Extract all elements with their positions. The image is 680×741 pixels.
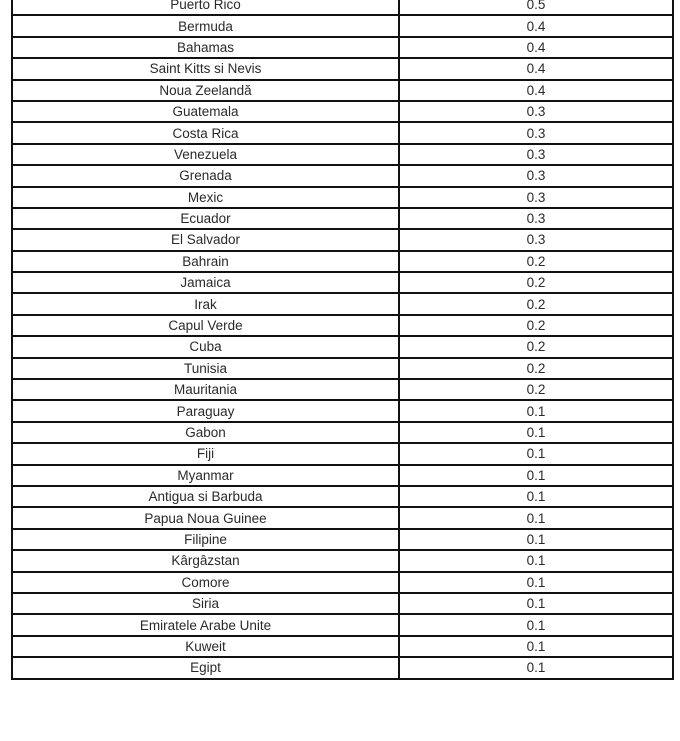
country-value-table [11,0,674,680]
value-cell: 0.3 [399,101,673,122]
table-row [12,443,673,464]
value-cell: 0.3 [399,165,673,186]
country-cell: Tunisia [12,358,399,379]
country-cell: Guatemala [12,101,399,122]
table-row [12,358,673,379]
table-row [12,187,673,208]
table-row [12,550,673,571]
table-row [12,379,673,400]
table-row [12,58,673,79]
table-row [12,251,673,272]
value-cell: 0.1 [399,443,673,464]
table-row [12,80,673,101]
table-row [12,636,673,657]
value-cell: 0.2 [399,293,673,314]
table-row [12,422,673,443]
country-cell: Myanmar [12,465,399,486]
country-cell: Puerto Rico [12,0,399,15]
table-row [12,165,673,186]
country-cell: Ecuador [12,208,399,229]
table-row [12,486,673,507]
table-row [12,144,673,165]
country-cell: Bahamas [12,37,399,58]
country-cell: Jamaica [12,272,399,293]
country-cell: Egipt [12,657,399,678]
value-cell: 0.1 [399,400,673,421]
value-cell: 0.2 [399,272,673,293]
value-cell: 0.5 [399,0,673,15]
value-cell: 0.1 [399,550,673,571]
country-cell: Noua Zeelandă [12,80,399,101]
value-cell: 0.1 [399,422,673,443]
country-cell: Venezuela [12,144,399,165]
value-cell: 0.2 [399,358,673,379]
table-body [12,0,673,679]
value-cell: 0.4 [399,80,673,101]
table-row [12,229,673,250]
country-cell: Grenada [12,165,399,186]
country-cell: Fiji [12,443,399,464]
table-row [12,15,673,36]
table-row [12,101,673,122]
country-cell: Paraguay [12,400,399,421]
country-cell: Costa Rica [12,122,399,143]
country-cell: Cuba [12,336,399,357]
table-row [12,614,673,635]
country-cell: Kârgâzstan [12,550,399,571]
table-row [12,400,673,421]
country-cell: Filipine [12,529,399,550]
country-cell: Kuweit [12,636,399,657]
table-row [12,657,673,678]
country-cell: Mauritania [12,379,399,400]
value-cell: 0.1 [399,465,673,486]
value-cell: 0.1 [399,486,673,507]
table-row [12,529,673,550]
value-cell: 0.4 [399,58,673,79]
table-row [12,122,673,143]
value-cell: 0.1 [399,636,673,657]
value-cell: 0.1 [399,657,673,678]
value-cell: 0.2 [399,251,673,272]
value-cell: 0.3 [399,229,673,250]
table-row [12,0,673,15]
country-cell: Bahrain [12,251,399,272]
value-cell: 0.1 [399,593,673,614]
value-cell: 0.1 [399,572,673,593]
value-cell: 0.2 [399,315,673,336]
country-cell: Comore [12,572,399,593]
country-cell: Capul Verde [12,315,399,336]
value-cell: 0.4 [399,15,673,36]
table-row [12,37,673,58]
value-cell: 0.3 [399,144,673,165]
country-cell: Gabon [12,422,399,443]
value-cell: 0.2 [399,336,673,357]
value-cell: 0.2 [399,379,673,400]
value-cell: 0.4 [399,37,673,58]
value-cell: 0.1 [399,507,673,528]
country-cell: Bermuda [12,15,399,36]
table-row [12,272,673,293]
table-row [12,315,673,336]
country-cell: Siria [12,593,399,614]
table-row [12,465,673,486]
table-row [12,208,673,229]
table-row [12,293,673,314]
country-cell: Papua Noua Guinee [12,507,399,528]
value-cell: 0.3 [399,187,673,208]
country-cell: Antigua si Barbuda [12,486,399,507]
country-cell: El Salvador [12,229,399,250]
country-cell: Emiratele Arabe Unite [12,614,399,635]
value-cell: 0.1 [399,614,673,635]
country-cell: Mexic [12,187,399,208]
country-cell: Saint Kitts si Nevis [12,58,399,79]
country-cell: Irak [12,293,399,314]
table-row [12,572,673,593]
table-row [12,507,673,528]
value-cell: 0.3 [399,122,673,143]
value-cell: 0.1 [399,529,673,550]
value-cell: 0.3 [399,208,673,229]
table-row [12,593,673,614]
data-table-container [11,0,672,680]
table-row [12,336,673,357]
